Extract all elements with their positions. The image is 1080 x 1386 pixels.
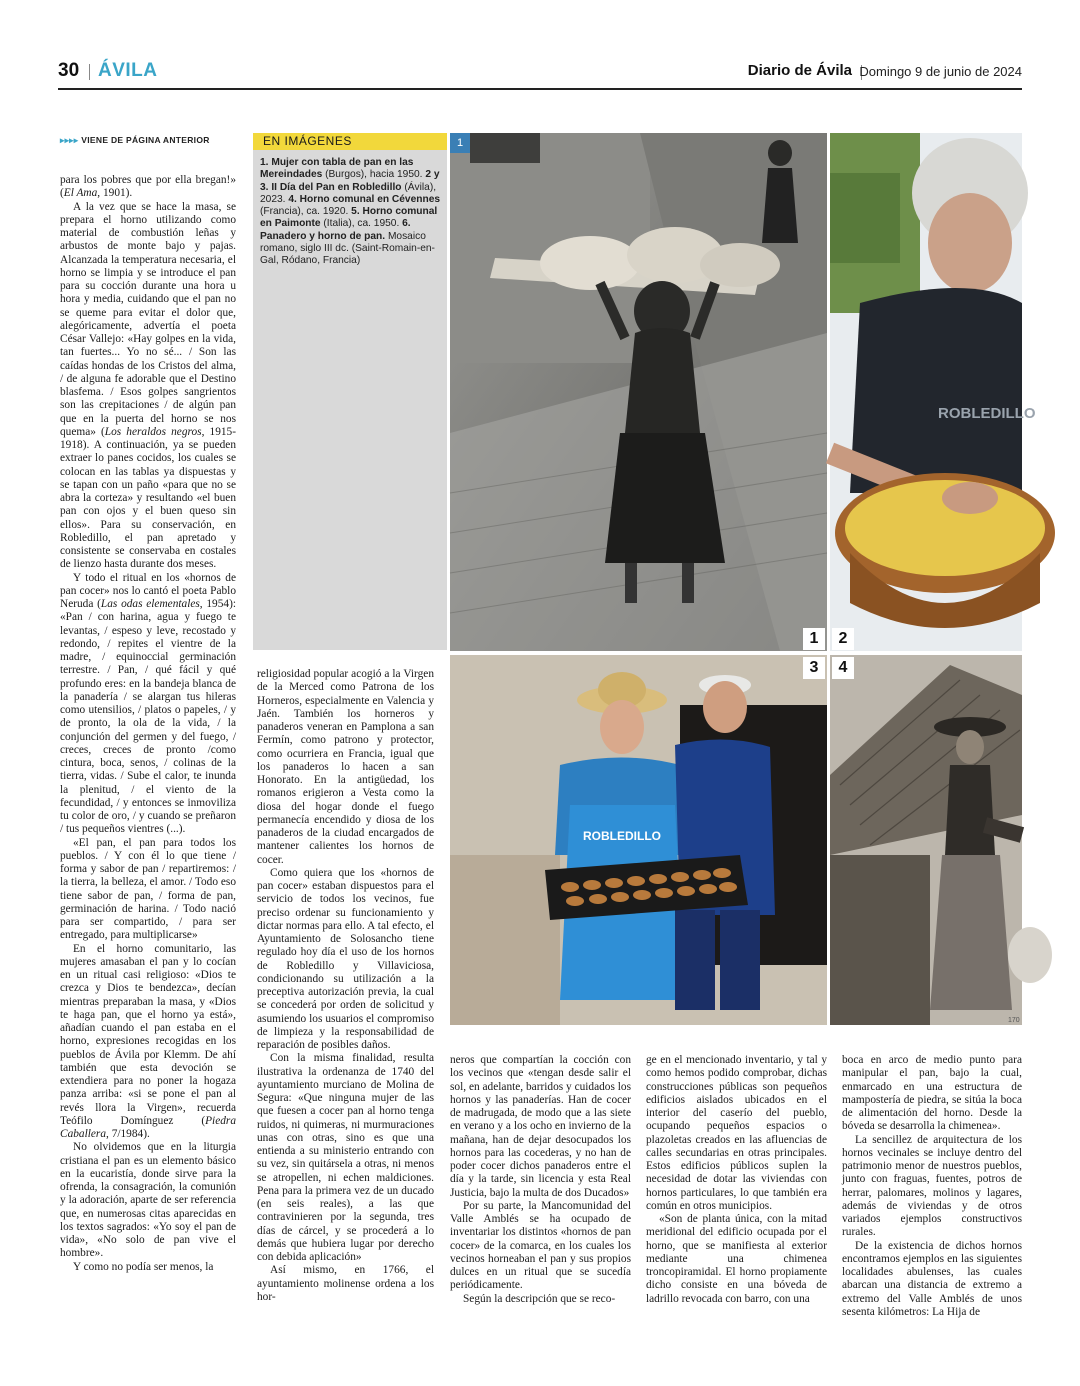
issue-date: Domingo 9 de junio de 2024 [859,64,1022,79]
article-column-1: para los pobres que por ella bregan!» (El Ama, 1901). A la vez que se hace la masa, se prepara el horno utilizando como material de combustión leñas y arbustos de monte bajo y pajas. Alcanzada la temperatura necesaria, el horno se limpia y se introduce el pan para su cocción durante una hora u hora y media, cuidando que el pan no se queme para evitar el dolor que, alegóricamente, advertía el poeta César Vallejo: «Hay golpes en la vida, tan fuertes... Yo no sé... / Son las caídas hondas de los Cristos del alma, / de alguna fe adorable que el Destino blasfema. / Esos golpes sangrientos son las crepitaciones / de algún pan que en la puerta del horno se nos quema» (Los heraldos negros, 1915-1918). A continuación, ya se pueden extraer lo panes cocidos, los cuales se colocan en las tablas ya dispuestas y se tapan con un paño «para que no se abra la corteza» y resultando «el buen pan con ojos y el buen queso sin ellos». Para su conservación, en Robledillo, el pan apretado y consistente se conservaba en costales de lienzo hasta durante dos meses. Y todo el ritual en los «hornos de pan cocer» nos lo cantó el poeta Pablo Neruda (Las odas elementales, 1954): «Pan / con harina, agua y fuego te levantas, / espeso y leve, recostado y redondo, / repites el vientre de la madre, / equinoccial germinación terrestre. / Pan, / qué fácil y qué profundo eres: en la bandeja blanca de la panadería / se alargan tus hileras como utensilios, / platos o papeles, / y de pronto, la ola de la vida, / la conjunción del germen y del fuego, / creces, creces de pronto /como cintura, boca, senos, / colinas de la tierra, vidas. / Sube el calor, te inunda la plenitud, / el viento de la fecundidad, / y entonces se inmoviliza tu color de oro, / y cuando se preñaron / tus pequeños vientres (...). «El pan, el pan para todos los pueblos. / Y con él lo que tiene / forma y sabor de pan / repartiremos: / la tierra, la belleza, el amor. / Todo eso tiene sabor de pan, / forma de pan, germinación de harina. / Todo nació para ser compartido, / para ser entregado, para multiplicarse» En el horno comunitario, las mujeres amasaban el pan y lo cocían en un ritual casi religioso: «Dios te crezca y Dios te bendezca», decían mientras preparaban la masa, y «Dios te haga pan, que el horno ya está», añadían cuando el pan estaba en el horno, expresiones recogidas en los pueblos de Ávila por Klemm. De ahí también que esta devoción se extendiera para no poner la hogaza panza arriba: «si se pone el pan al revés llora la Virgen», recuerda Teófilo Domínguez (Piedra Caballera, 7/1984). No olvidemos que en la liturgia cristiana el pan es un elemento básico en la eucaristía, donde sirve para la ofrenda, la consagración, la comunión y la adoración, aparte de ser referencia que, en numerosas citas aparecidas en los textos sagrados: «Yo soy el pan de vida», «No solo de pan vive el hombre». Y como no podía ser menos, la [60,174,236,1273]
photo-4-communal-oven-cevennes [830,655,1022,1025]
article-column-4: ge en el mencionado inventario, y tal y como hemos podido comprobar, dichas construcciones públicas son pequeños edificios aislados ubicados en el interior del caserío del pueblo, ocupando pequeños espacios o plazoletas creados en las afluencias de calles secundarias en otras principales. Estos edificios públicos suplen la necesidad de dotar las viviendas con hornos particulares, lo que también era común en otros municipios. «Son de planta única, con la mitad meridional del edificio ocupada por el horno, que se manifiesta al exterior mediante una chimenea troncopiramidal. El horno propiamente dicho consiste en una bóveda de ladrillo revocada con barro, con una [646,1054,827,1305]
photo-number-badge: 1 [450,133,470,153]
apron-print: ROBLEDILLO [583,829,661,843]
article-column-3: neros que compartían la cocción con los vecinos que «tengan desde salir el sol, en adelante, barridos y cuidados los hornos y las panaderías. Han de cocer de madrugada, de modo que a las siete en verano y a los ocho en invierno de la mañana, han de dejar desocupados los hornos para las cocederas, y no han de poder cocer dichos panaderos entre el día y la tarde, sin licencia y esta Real Justicia, bajo la multa de dos Ducados» Por su parte, la Mancomunidad del Valle Amblés se ha ocupado de inventariar los distintos «hornos de pan cocer» de la comarca, en los cuales los vecinos horneaban el pan y sus propios dulces en un ritual que se sucedía periódicamente. Según la descripción que se reco- [450,1054,631,1305]
photo-label-1: 1 [803,628,825,650]
photo-label-3: 3 [803,657,825,679]
gallery-title: EN IMÁGENES [253,133,447,150]
photo-1-woman-bread-board [450,133,827,651]
article-column-5: boca en arco de medio punto para manipular el pan, bajo la cual, enmarcado en una estructura de mampostería de piedra, se sitúa la boca de alimentación del horno. Desde la bóveda se desarrolla la chimenea». La sencillez de arquitectura de los hornos vecinales se incluye dentro del patrimonio menor de nuestros pueblos, junto con fraguas, fuentes, potros de herrar, palomares, molinos y lagares, además de viviendas y de otros variados ejemplos constructivos rurales. De la existencia de dichos hornos encontramos ejemplos en las siguientes localidades abulenses, las cuales abarcan una distancia de extremo a extremo del Valle Amblés de unos sesenta kilómetros: La Hija de [842,1054,1022,1318]
gallery-caption-box [253,133,447,650]
page-number: 30 [58,60,80,81]
photo-credit: 170 [1008,1017,1020,1024]
section-title: ÁVILA [98,60,158,81]
photo-label-2: 2 [832,628,854,650]
photo-3-bakers-with-tray [450,655,827,1025]
shirt-print: ROBLEDILLO [938,405,1036,422]
header-divider [89,64,90,80]
chevrons-icon: ▸▸▸▸ [60,135,79,145]
page-header [58,56,1022,90]
photo-label-4: 4 [832,657,854,679]
newspaper-name: Diario de Ávila [747,62,852,79]
article-column-2: religiosidad popular acogió a la Virgen de la Merced como Patrona de los Horneros, especialmente en Valencia y Jaén. También los horneros y panaderos veneran en Pamplona a san Fermín, como patrono y protector, como ocurriera en Francia, igual que los panaderos lo hacen a san Honorato. En la antigüedad, los romanos erigieron a Vesta como la diosa del hogar donde el fuego permanecía encendido y diosa de los panaderos de la ciudad encargados de mantener calientes los hornos de cocer. Como quiera que los «hornos de pan cocer» estaban dispuestos para el servicio de todos los vecinos, fue preciso ordenar su funcionamiento y dictar normas para ello. A tal efecto, el Ayuntamiento de Solosancho tiene regulado hoy día el uso de los hornos de Robledillo y Villaviciosa, condicionando su utilización a la preceptiva autorización previa, la cual se concederá por orden de solicitud y asumiendo los usuarios el compromiso de limpieza y la responsabilidad de reparación de posibles daños. Con la misma finalidad, resulta ilustrativa la ordenanza de 1740 del ayuntamiento murciano de Molina de Segura: «Que ninguna mujer de las que fuesen a cocer pan al horno tenga ruidos, ni quimeras, ni murmuraciones unas con otras, sino es que una entienda a su ministerio entrando con su vez, sin quitársela a otras, ni menos se atropellen, ni echen maldiciones. Pena para la primera vez de un ducado (en seis reales), a las que contravinieren por la segunda, tres días de cárcel, y se procederá a lo demás que hubiera lugar por derecho con debida aplicación» Así mismo, en 1766, el ayuntamiento molinense ordena a los hor- [257,668,434,1303]
photo-2-woman-kneading [830,133,1036,651]
gallery-caption: 1. Mujer con tabla de pan en las Mereindades (Burgos), hacia 1950. 2 y 3. II Día del Pan en Robledillo (Ávila), 2023. 4. Horno comunal en Cévennes (Francia), ca. 1920. 5. Horno comunal en Paimonte (Italia), ca. 1950. 6. Panadero y horno de pan. Mosaico romano, siglo III dc. (Saint-Romain-en-Gal, Ródano, Francia) [260,157,441,267]
continued-label [60,135,250,146]
continued-text: VIENE DE PÁGINA ANTERIOR [81,135,210,145]
